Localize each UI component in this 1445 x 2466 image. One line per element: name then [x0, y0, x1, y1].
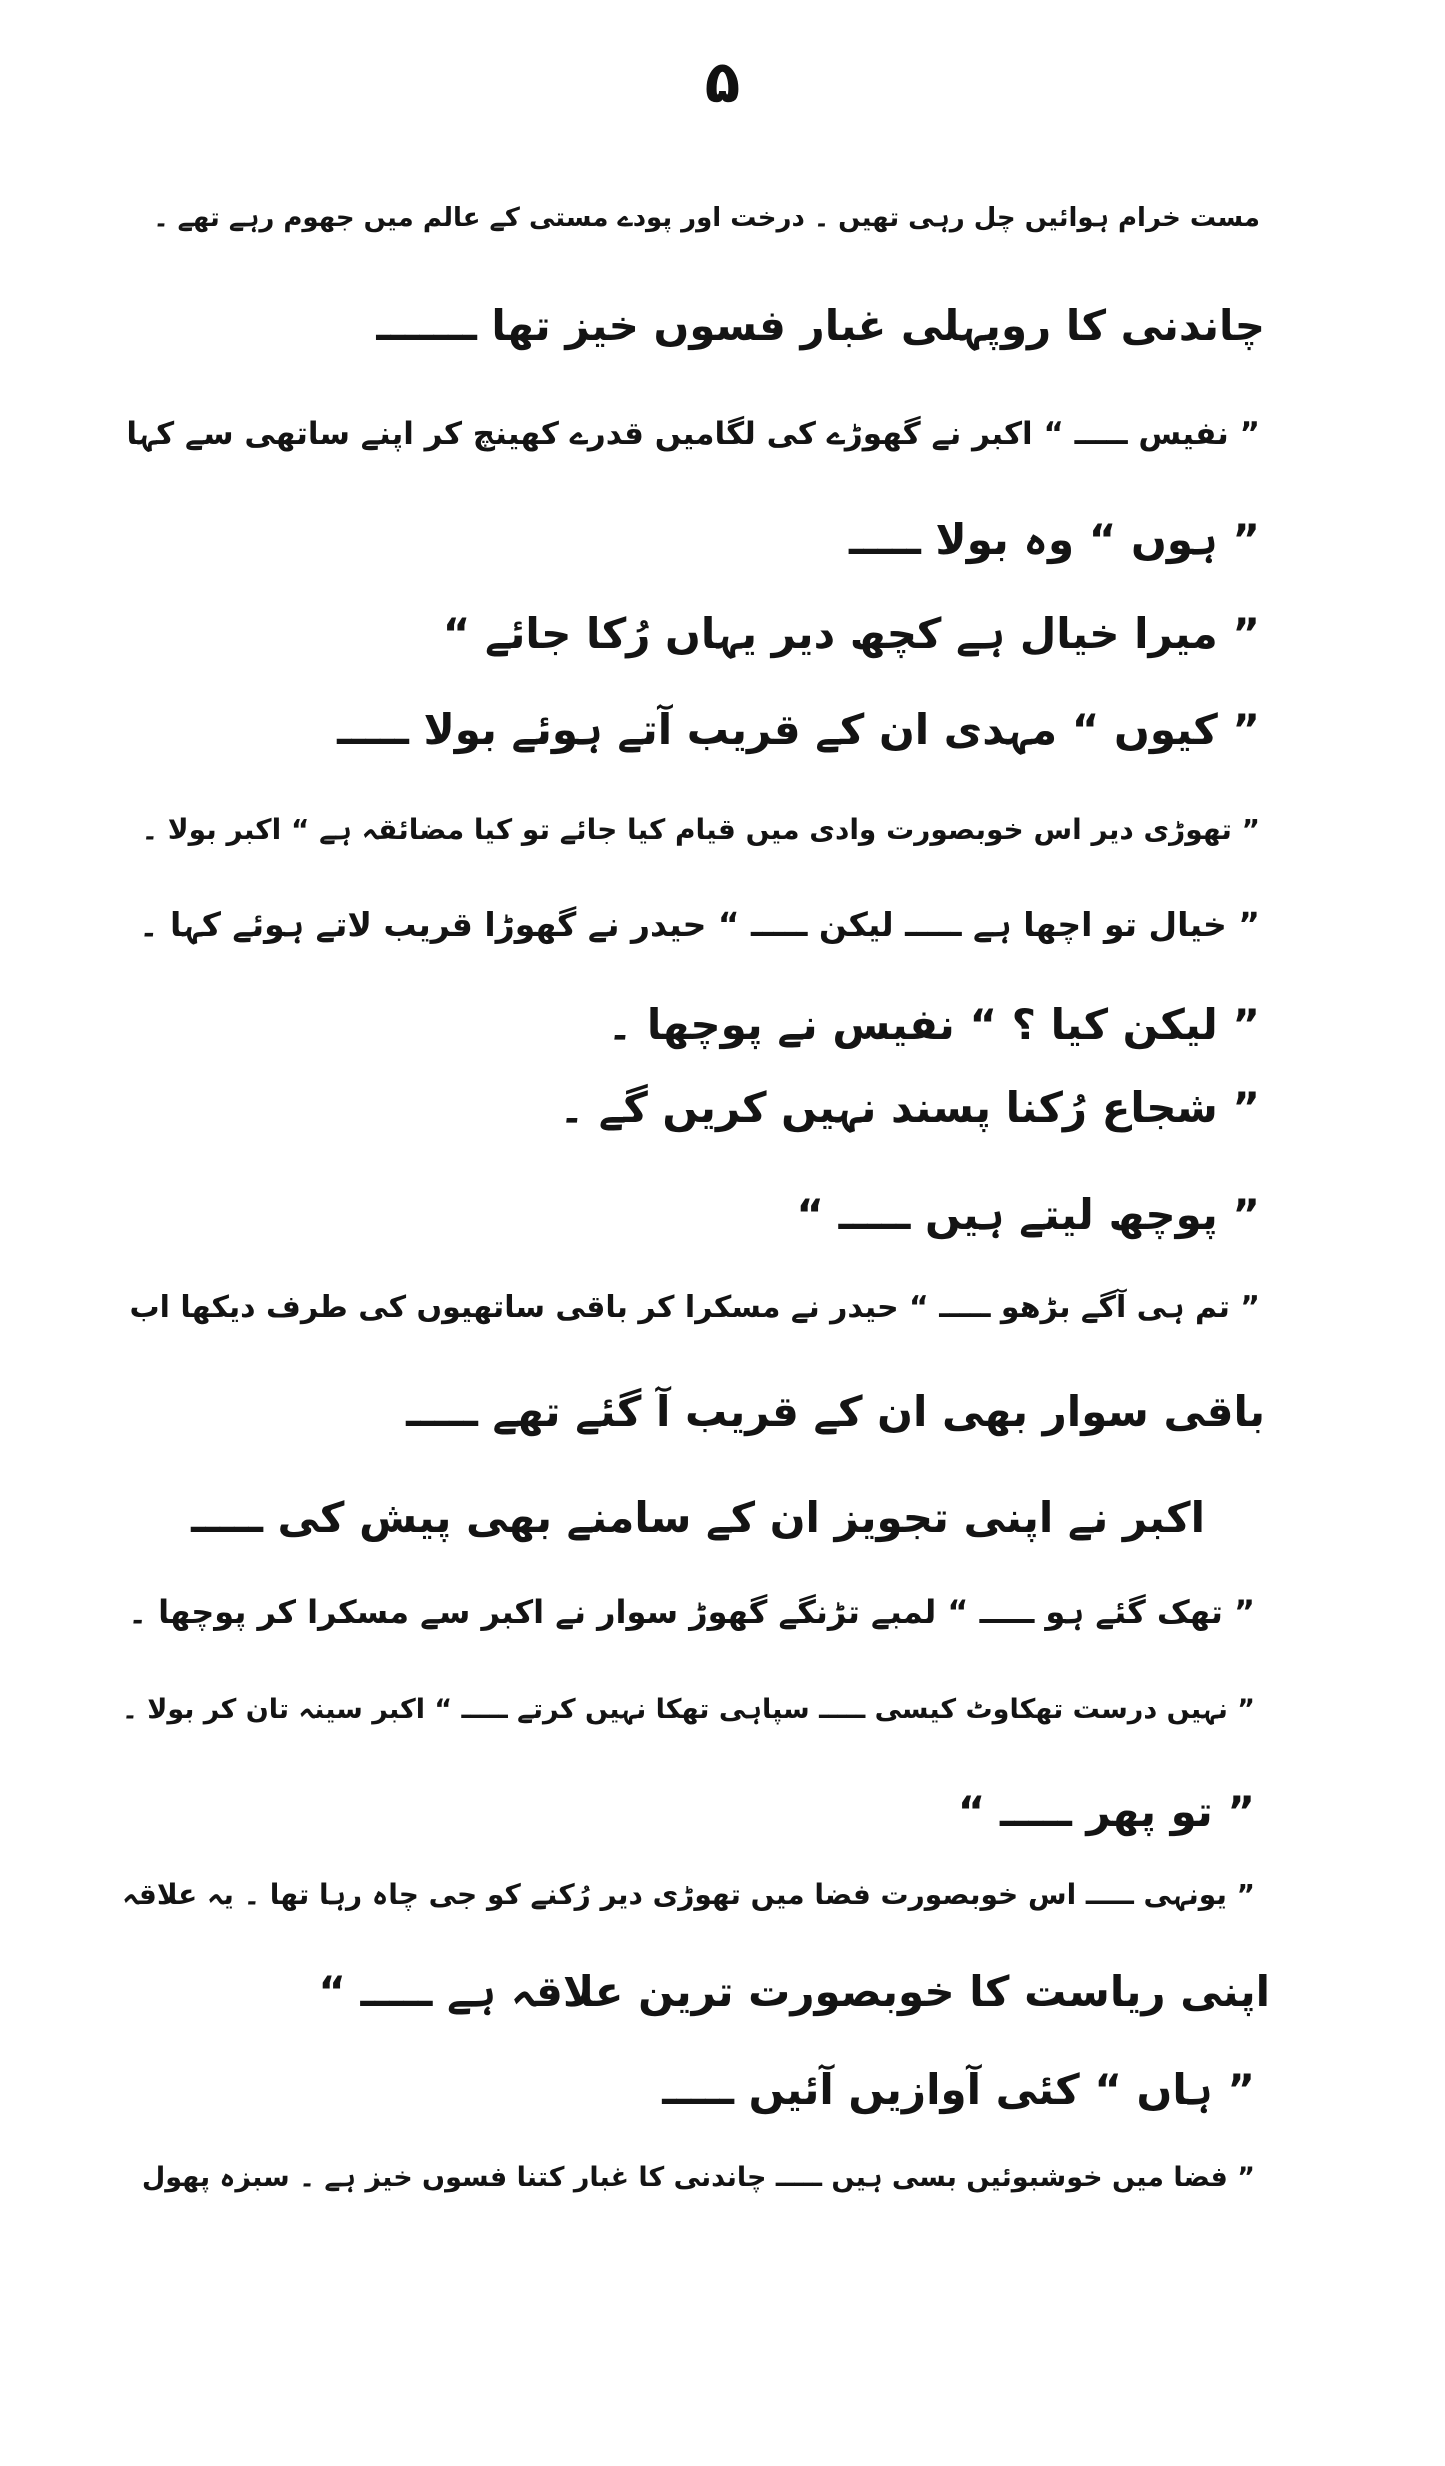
text-line: ” نفیس ـــــ “ اکبر نے گھوڑے کی لگامیں قدرے کھینچ کر اپنے ساتھی سے کہا: [126, 416, 1260, 452]
text-line: ” ہوں “ وہ بولا ـــــ: [849, 515, 1260, 564]
text-line: ” خیال تو اچھا ہے ـــــ لیکن ـــــ “ حیدر نے گھوڑا قریب لاتے ہوئے کہا ۔: [139, 905, 1260, 944]
text-line: اپنی ریاست کا خوبصورت ترین علاقہ ہے ـــــ “: [318, 1967, 1270, 2016]
text-line: ” کیوں “ مہدی ان کے قریب آتے ہوئے بولا ـــــ: [337, 705, 1260, 754]
text-line: ” تھک گئے ہو ـــــ “ لمبے تڑنگے گھوڑ سوار نے اکبر سے مسکرا کر پوچھا ۔: [128, 1593, 1255, 1631]
text-line: ” تم ہی آگے بڑھو ـــــ “ حیدر نے مسکرا کر باقی ساتھیوں کی طرف دیکھا اب: [129, 1290, 1260, 1325]
text-line: ” شجاع رُکنا پسند نہیں کریں گے ۔: [559, 1083, 1260, 1132]
text-line: ” پوچھ لیتے ہیں ـــــ “: [796, 1190, 1260, 1239]
text-line: ” لیکن کیا ؟ “ نفیس نے پوچھا ۔: [607, 1000, 1260, 1049]
text-line: ” تھوڑی دیر اس خوبصورت وادی میں قیام کیا جائے تو کیا مضائقہ ہے “ اکبر بولا ۔: [141, 813, 1260, 846]
text-line: مست خرام ہوائیں چل رہی تھیں ۔ درخت اور پودے مستی کے عالم میں جھوم رہے تھے ۔: [153, 203, 1260, 233]
text-line: ” نہیں درست تھکاوٹ کیسی ـــــ سپاہی تھکا نہیں کرتے ـــــ “ اکبر سینہ تان کر بولا ۔: [122, 1694, 1255, 1725]
text-line: اکبر نے اپنی تجویز ان کے سامنے بھی پیش کی ـــــ: [191, 1493, 1205, 1542]
text-line: ” میرا خیال ہے کچھ دیر یہاں رُکا جائے “: [442, 609, 1260, 658]
text-line: ” ہاں “ کئی آوازیں آئیں ـــــ: [662, 2065, 1255, 2114]
text-line: ” یونہی ـــــ اس خوبصورت فضا میں تھوڑی دیر رُکنے کو جی چاہ رہا تھا ۔ یہ علاقہ: [122, 1878, 1255, 1911]
text-line: باقی سوار بھی ان کے قریب آ گئے تھے ـــــ: [406, 1387, 1265, 1436]
page-number: ۵: [704, 48, 741, 116]
text-line: ” تو پھر ـــــ “: [957, 1787, 1255, 1836]
text-line: ” فضا میں خوشبوئیں بسی ہیں ـــــ چاندنی کا غبار کتنا فسوں خیز ہے ۔ سبزہ پھول: [141, 2162, 1255, 2193]
text-line: چاندنی کا روپہلی غبار فسوں خیز تھا ـــــــ: [376, 301, 1265, 350]
